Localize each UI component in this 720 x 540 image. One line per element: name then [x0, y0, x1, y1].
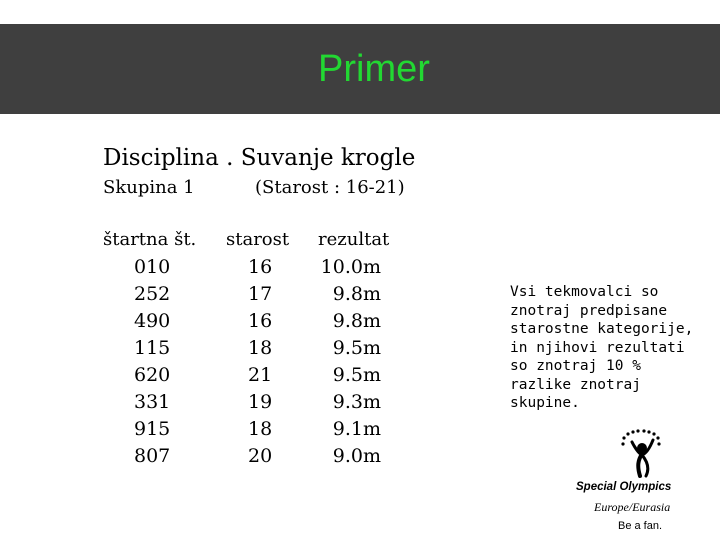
age-cell: 20 [248, 445, 273, 467]
group-label: Skupina 1 [103, 177, 195, 198]
result-cell: 9.8m [332, 310, 381, 332]
result-cell: 9.0m [332, 445, 381, 467]
result-cell: 9.3m [332, 391, 381, 413]
athlete-figure-icon [620, 428, 664, 478]
age-cell: 17 [248, 283, 273, 305]
logo-slogan: Be a fan. [618, 520, 663, 532]
start-no-cell: 807 [134, 445, 171, 467]
logo-name: Special Olympics [576, 481, 672, 493]
result-cell: 9.8m [332, 283, 381, 305]
age-range: (Starost : 16-21) [255, 177, 405, 198]
discipline-heading: Disciplina . Suvanje krogle [103, 145, 416, 171]
group-line [103, 177, 405, 198]
column-header-age: starost [226, 229, 290, 250]
column-header-result: rezultat [318, 229, 390, 250]
age-cell: 18 [248, 337, 273, 359]
result-cell: 10.0m [320, 256, 381, 278]
start-no-cell: 490 [134, 310, 171, 332]
age-cell: 16 [248, 310, 273, 332]
column-header-start-no: štartna št. [103, 229, 197, 250]
age-cell: 18 [248, 418, 273, 440]
start-no-cell: 010 [134, 256, 171, 278]
start-no-cell: 331 [134, 391, 171, 413]
age-cell: 19 [248, 391, 273, 413]
slide-title: Primer [318, 48, 430, 90]
logo-region: Europe/Eurasia [594, 500, 671, 514]
result-cell: 9.5m [332, 364, 381, 386]
result-cell: 9.5m [332, 337, 381, 359]
result-cell: 9.1m [332, 418, 381, 440]
start-no-cell: 620 [134, 364, 171, 386]
start-no-cell: 915 [134, 418, 171, 440]
age-cell: 21 [248, 364, 273, 386]
age-cell: 16 [248, 256, 273, 278]
note-text: Vsi tekmovalci so znotraj predpisane starostne kategorije, in njihovi rezultati so znotraj 10 % razlike znotraj skupine. [510, 284, 694, 411]
special-olympics-logo [570, 428, 715, 538]
start-no-cell: 115 [134, 337, 171, 359]
start-no-cell: 252 [134, 283, 171, 305]
